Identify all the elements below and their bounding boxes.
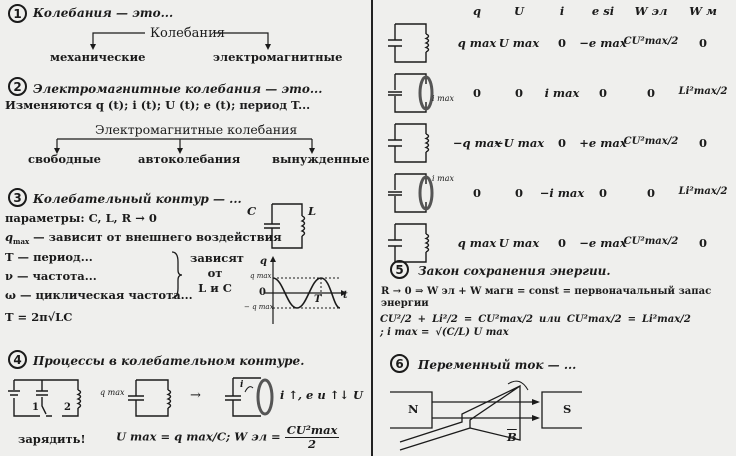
- equation-term: √(C/L) U max: [435, 327, 509, 338]
- charge-label: q max: [100, 388, 125, 397]
- tree-child: механические: [50, 50, 146, 64]
- energy-law: R → 0 ⇒ W эл + W магн = const = первоначальный запас энергии: [381, 286, 712, 309]
- circuit-state-icon: [388, 122, 448, 168]
- equation-term: Li²max/2: [641, 314, 691, 325]
- current-label: i max: [432, 174, 454, 183]
- period-formula: T = 2π√LC: [5, 310, 73, 324]
- section-3-title: Колебательный контур — ...: [33, 192, 242, 206]
- table-header: i: [559, 4, 565, 18]
- graph-tick: 0: [259, 287, 266, 298]
- section-number-4: 4: [8, 350, 27, 369]
- table-header: q: [472, 4, 482, 18]
- discharging-circuit: [225, 376, 275, 422]
- tree-child: вынужденные: [272, 152, 370, 166]
- cyclic-frequency-text: ω — циклическая частота...: [5, 288, 193, 302]
- table-header: e si: [591, 4, 615, 18]
- relation-text: i ↑, e и ↑↓ U: [280, 388, 364, 402]
- charge-command: зарядить!: [18, 432, 86, 446]
- table-cell: q max: [457, 236, 497, 250]
- equation-term: CU²max/2: [566, 314, 622, 325]
- table-cell: 0: [514, 186, 523, 200]
- charging-circuit: [12, 378, 82, 420]
- table-cell: Li²max/2: [678, 86, 728, 97]
- equation-term: =: [627, 314, 636, 325]
- switch-label: 1: [32, 402, 39, 413]
- energy-formula: U max = q max/C; W эл = CU²max 2: [116, 423, 338, 451]
- graph-tick: q max: [250, 272, 272, 280]
- graph-tick: − q max: [244, 303, 274, 311]
- equation-term: или: [538, 314, 561, 325]
- changes-text: Изменяются q (t); i (t); U (t); e (t); период T...: [5, 98, 311, 112]
- field-label: $\overline{B}$: [507, 430, 517, 444]
- table-cell: Li²max/2: [678, 186, 728, 197]
- section-number-3: 3: [8, 188, 27, 207]
- table-cell: 0: [472, 186, 481, 200]
- brace: [170, 250, 182, 300]
- arrow: →: [190, 388, 201, 403]
- table-cell: −e max: [579, 236, 627, 250]
- table-cell: 0: [646, 86, 655, 100]
- table-cell: −q max: [452, 136, 502, 150]
- table-cell: 0: [698, 236, 707, 250]
- table-cell: −i max: [539, 186, 585, 200]
- section-1-title: Колебания — это...: [33, 6, 174, 20]
- capacitor-label: C: [247, 204, 257, 218]
- table-cell: +e max: [579, 136, 627, 150]
- lc-circuit: [258, 202, 308, 252]
- table-cell: 0: [557, 36, 566, 50]
- table-cell: 0: [557, 236, 566, 250]
- table-cell: 0: [598, 86, 607, 100]
- equation-term: +: [417, 314, 427, 325]
- table-cell: U max: [498, 36, 540, 50]
- table-cell: CU²max/2: [623, 36, 679, 47]
- circuit-state-icon: [388, 22, 448, 68]
- table-header: U: [513, 4, 525, 18]
- table-cell: 0: [514, 86, 523, 100]
- table-cell: −e max: [579, 36, 627, 50]
- section-number-2: 2: [8, 77, 27, 96]
- tree-2-lines: [0, 0, 372, 160]
- equation-term: =: [463, 314, 473, 325]
- depend-note: зависят от L и C: [190, 251, 244, 295]
- table-header: W м: [689, 4, 717, 18]
- table-cell: i max: [544, 86, 580, 100]
- tree-child: электромагнитные: [213, 50, 343, 64]
- inductor-label: L: [308, 204, 317, 218]
- frequency-text: ν — частота...: [5, 269, 97, 283]
- table-cell: 0: [698, 136, 707, 150]
- tree-child: свободные: [28, 152, 101, 166]
- north-pole-label: N: [408, 402, 419, 416]
- graph-x-axis-label: t: [343, 290, 348, 301]
- section-number-1: 1: [8, 4, 27, 23]
- section-4-title: Процессы в колебательном контуре.: [33, 354, 305, 368]
- table-cell: U max: [498, 236, 540, 250]
- equation-term: CU²max/2: [478, 314, 533, 325]
- tree-child: автоколебания: [138, 152, 241, 166]
- energy-equation: [380, 314, 732, 338]
- table-cell: 0: [598, 186, 607, 200]
- section-5-title: Закон сохранения энергии.: [418, 264, 611, 278]
- section-2-title: Электромагнитные колебания — это...: [33, 82, 323, 96]
- generator-diagram: [390, 380, 590, 456]
- equation-term: CU²/2: [380, 314, 412, 325]
- table-cell: q max: [457, 36, 497, 50]
- current-label: i: [240, 380, 244, 390]
- table-header: W эл: [634, 4, 668, 18]
- switch-label: 2: [64, 402, 71, 413]
- equation-term: Li²/2: [432, 314, 458, 325]
- tree-root: Колебания: [150, 26, 225, 41]
- table-cell: 0: [646, 186, 655, 200]
- south-pole-label: S: [563, 402, 572, 416]
- params-text: параметры: C, L, R → 0: [5, 211, 157, 225]
- equation-term: ; i max =: [380, 327, 430, 338]
- qmax-text: $q_{max}$ — зависит от внешнего воздействия: [5, 230, 282, 246]
- table-cell: 0: [557, 136, 566, 150]
- table-cell: −U max: [494, 136, 545, 150]
- tree-root: Электромагнитные колебания: [95, 122, 298, 137]
- table-cell: 0: [698, 36, 707, 50]
- table-cell: 0: [472, 86, 481, 100]
- section-number-6: 6: [390, 354, 409, 373]
- section-number-5: 5: [390, 260, 409, 279]
- table-cell: CU²max/2: [623, 136, 679, 147]
- graph-period-label: T: [314, 294, 322, 305]
- charged-circuit: [128, 378, 178, 420]
- graph-y-axis-label: q: [260, 256, 267, 267]
- period-text: T — период...: [5, 250, 93, 264]
- table-cell: CU²max/2: [623, 236, 679, 247]
- section-6-title: Переменный ток — ...: [418, 358, 577, 372]
- current-label: i max: [432, 94, 454, 103]
